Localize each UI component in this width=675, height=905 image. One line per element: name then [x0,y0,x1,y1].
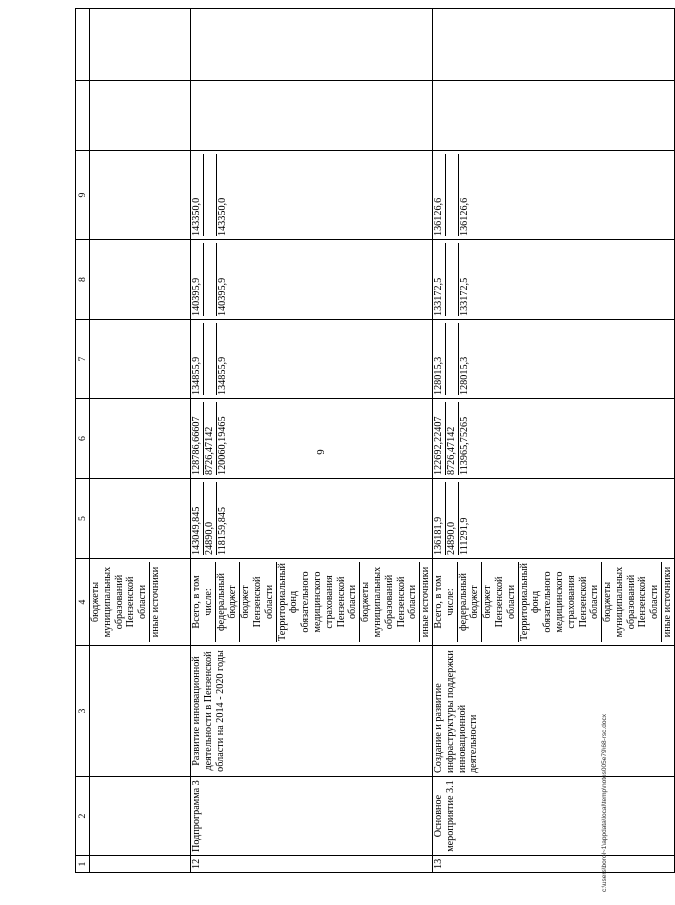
source-label: иные источники [149,566,161,638]
value-federal [446,323,459,395]
row-name-cell: Подпрограмма 3 [191,777,433,856]
value-regional: 136126,6 [458,197,470,236]
file-path-footer: c:\users\borol~1\appdata\local\temp\notes005e79\68-rsc.docx [601,714,608,892]
source-label: федеральный бюджет [216,562,241,642]
value-cell [432,320,674,399]
value-cell [191,479,433,559]
page-number: 6 [314,449,326,455]
source-label: иные источники [420,566,432,638]
funding-source-cell [191,559,433,646]
value-regional: 134855,9 [216,356,228,395]
value-regional: 133172,5 [458,277,470,316]
empty-cell [191,9,433,81]
source-label: федеральный бюджет [458,562,483,642]
source-label: бюджет Пензенской области [482,562,518,642]
header-cell-6: 6 [76,399,90,479]
value-federal: 8726,47142 [204,402,217,475]
value-regional: 128015,3 [458,356,470,395]
value-federal [204,323,217,395]
header-cell-8: 8 [76,240,90,320]
value-total: 136181,9 [433,482,446,555]
table-row [432,9,674,873]
value-cell [90,240,191,320]
value-cell [90,151,191,240]
value-total: 143350,0 [191,154,204,236]
header-cell-11 [76,9,90,81]
source-label: Территориальный фонд обязательного медицинского страхования Пензенской области [276,562,359,642]
value-total: 122692,22407 [433,402,446,475]
value-regional: 140395,9 [216,277,228,316]
value-total: 128786,66607 [191,402,204,475]
value-regional: 111291,9 [458,517,470,555]
program-funding-table [75,8,675,873]
header-cell-9: 9 [76,151,90,240]
value-cell [191,320,433,399]
header-cell-4: 4 [76,559,90,646]
value-cell [432,151,674,240]
value-cell [90,479,191,559]
header-cell-3: 3 [76,646,90,777]
table-row [191,9,433,873]
value-federal: 8726,47142 [446,402,459,475]
header-row [76,9,90,873]
source-label: Всего, в том числе: [433,562,458,642]
table-row [90,9,191,873]
value-cell [432,399,674,479]
empty-cell [90,9,191,81]
value-cell [432,240,674,320]
value-federal [204,154,217,236]
row-title-cell: Развитие инновационной деятельности в Пензенской области на 2014 - 2020 годы [191,646,433,777]
value-regional: 118159,845 [216,506,228,555]
empty-cell [191,81,433,151]
source-label: бюджеты муниципальных образований Пензенской области [602,562,662,642]
row-name-cell [90,777,191,856]
header-cell-5: 5 [76,479,90,559]
row-title-cell: Создание и развитие инфраструктуры поддержки инновационной деятельности [432,646,674,777]
source-label: Территориальный фонд обязательного медицинского страхования Пензенской области [518,562,601,642]
value-federal: 24890,0 [204,482,217,555]
row-title-cell [90,646,191,777]
row-number-cell: 13 [432,856,674,873]
value-total: 133172,5 [433,243,446,316]
value-regional: 120060,19465 [216,416,228,475]
value-regional: 143350,0 [216,197,228,236]
header-cell-7: 7 [76,320,90,399]
source-label: Всего, в том числе: [191,562,216,642]
value-cell [191,151,433,240]
funding-source-cell [90,559,191,646]
value-federal [446,154,459,236]
row-number-cell: 12 [191,856,433,873]
empty-cell [432,9,674,81]
value-total: 136126,6 [433,154,446,236]
value-cell [191,240,433,320]
source-label: бюджет Пензенской области [240,562,276,642]
header-cell-2: 2 [76,777,90,856]
value-cell [191,399,433,479]
header-cell-10 [76,81,90,151]
value-federal [204,243,217,316]
header-cell-1: 1 [76,856,90,873]
value-cell [90,320,191,399]
value-total: 143049,845 [191,482,204,555]
value-cell [432,479,674,559]
funding-source-cell [432,559,674,646]
row-name-cell: Основное мероприятие 3.1 [432,777,674,856]
value-total: 128015,3 [433,323,446,395]
value-federal: 24890,0 [446,482,459,555]
value-federal [446,243,459,316]
value-total: 140395,9 [191,243,204,316]
value-regional: 113965,75265 [458,416,470,475]
value-cell [90,399,191,479]
value-total: 134855,9 [191,323,204,395]
source-label: бюджеты муниципальных образований Пензенской области [90,562,150,642]
row-number-cell [90,856,191,873]
source-label: бюджеты муниципальных образований Пензенской области [360,562,420,642]
source-label: иные источники [662,566,674,638]
empty-cell [432,81,674,151]
empty-cell [90,81,191,151]
